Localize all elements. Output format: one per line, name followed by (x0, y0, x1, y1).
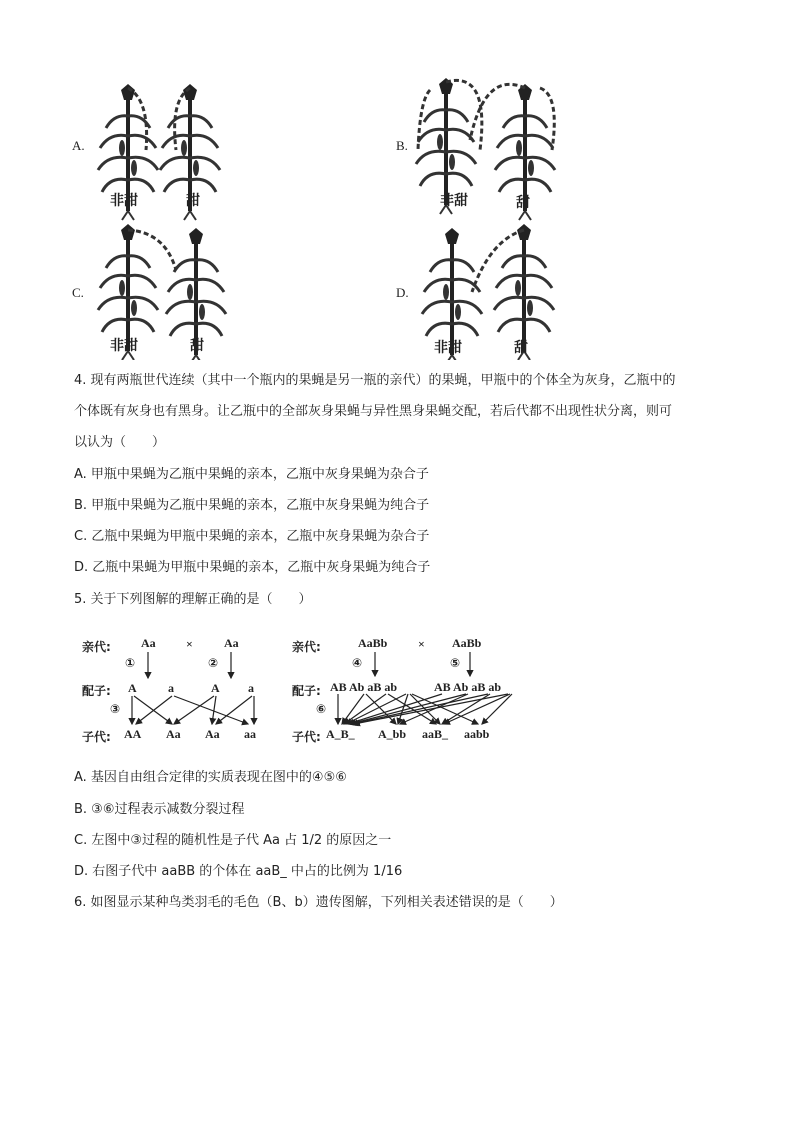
right-gametes-parent-1: AB Ab aB ab (330, 680, 398, 694)
step-1-marker: ① (125, 656, 136, 670)
option-b-letter: B. (396, 138, 408, 153)
step-3-marker: ③ (110, 702, 121, 716)
right-offspring-label: 子代: (292, 730, 321, 744)
q5-option-b: B. ③⑥过程表示减数分裂过程 (74, 802, 245, 817)
option-a-label-right: 甜 (186, 193, 200, 209)
q4-option-d: D. 乙瓶中果蝇为甲瓶中果蝇的亲本，乙瓶中灰身果蝇为纯合子 (74, 560, 431, 575)
right-gametes-parent-2: AB Ab aB ab (434, 680, 502, 694)
q4-stem-line2: 个体既有灰身也有黑身。让乙瓶中的全部灰身果蝇与异性黑身果蝇交配，若后代都不出现性状分离，则可 (74, 404, 673, 419)
left-parent-1: Aa (141, 636, 156, 650)
right-offspring-recessive-both: aabb (464, 727, 490, 741)
step-2-marker: ② (208, 656, 219, 670)
option-d-label-left: 非甜 (434, 340, 462, 356)
left-parent-label: 亲代: (82, 640, 111, 654)
left-gamete-4: a (248, 681, 254, 695)
q5-option-d: D. 右图子代中 aaBB 的个体在 aaB_ 中占的比例为 1/16 (74, 864, 403, 879)
left-gamete-label: 配子: (82, 684, 111, 698)
right-gamete-label: 配子: (292, 684, 321, 698)
left-gamete-1: A (128, 681, 137, 695)
left-gamete-3: A (211, 681, 220, 695)
q5-option-c: C. 左图中③过程的随机性是子代 Aa 占 1/2 的原因之一 (74, 833, 392, 848)
step-5-marker: ⑤ (450, 656, 461, 670)
left-offspring-label: 子代: (82, 730, 111, 744)
right-parent-2: AaBb (452, 636, 482, 650)
option-b-label-left: 非甜 (440, 193, 468, 209)
left-gamete-2: a (168, 681, 174, 695)
right-offspring-dominant-b: aaB_ (422, 727, 449, 741)
option-a-letter: A. (72, 138, 85, 153)
option-c-letter: C. (72, 285, 84, 300)
option-d-letter: D. (396, 285, 409, 300)
q5-stem: 5. 关于下列图解的理解正确的是（ ） (74, 592, 312, 607)
step-4-marker: ④ (352, 656, 363, 670)
q4-stem-line1: 4. 现有两瓶世代连续（其中一个瓶内的果蝇是另一瓶的亲代）的果蝇，甲瓶中的个体全为灰身，乙瓶中的 (74, 373, 676, 388)
plant-pair-b (416, 78, 555, 220)
q5-option-a: A. 基因自由组合定律的实质表现在图中的④⑤⑥ (74, 770, 347, 785)
left-cross-symbol: × (186, 637, 193, 651)
option-b-label-right: 甜 (516, 195, 530, 211)
option-d-label-right: 甜 (514, 340, 528, 356)
q4-option-a: A. 甲瓶中果蝇为乙瓶中果蝇的亲本，乙瓶中灰身果蝇为杂合子 (74, 467, 429, 482)
right-cross-symbol: × (418, 637, 425, 651)
left-offspring-aa-dominant: AA (124, 727, 142, 741)
right-offspring-dominant-a: A_bb (378, 727, 407, 741)
q4-option-c: C. 乙瓶中果蝇为甲瓶中果蝇的亲本，乙瓶中灰身果蝇为杂合子 (74, 529, 430, 544)
left-offspring-aa-het-2: Aa (205, 727, 220, 741)
corn-pollination-figures (0, 0, 794, 360)
q6-stem: 6. 如图显示某种鸟类羽毛的毛色（B、b）遗传图解，下列相关表述错误的是（ ） (74, 895, 563, 910)
right-parent-1: AaBb (358, 636, 388, 650)
option-c-label-right: 甜 (190, 338, 204, 354)
right-offspring-dominant-both: A_B_ (326, 727, 355, 741)
option-a-label-left: 非甜 (110, 193, 138, 209)
q4-stem-line3: 以认为（ ） (74, 435, 166, 450)
left-parent-2: Aa (224, 636, 239, 650)
right-parent-label: 亲代: (292, 640, 321, 654)
q4-option-b: B. 甲瓶中果蝇为乙瓶中果蝇的亲本，乙瓶中灰身果蝇为纯合子 (74, 498, 430, 513)
option-c-label-left: 非甜 (110, 338, 138, 354)
left-offspring-aa-recessive: aa (244, 727, 256, 741)
left-offspring-aa-het-1: Aa (166, 727, 181, 741)
step-6-marker: ⑥ (316, 702, 327, 716)
